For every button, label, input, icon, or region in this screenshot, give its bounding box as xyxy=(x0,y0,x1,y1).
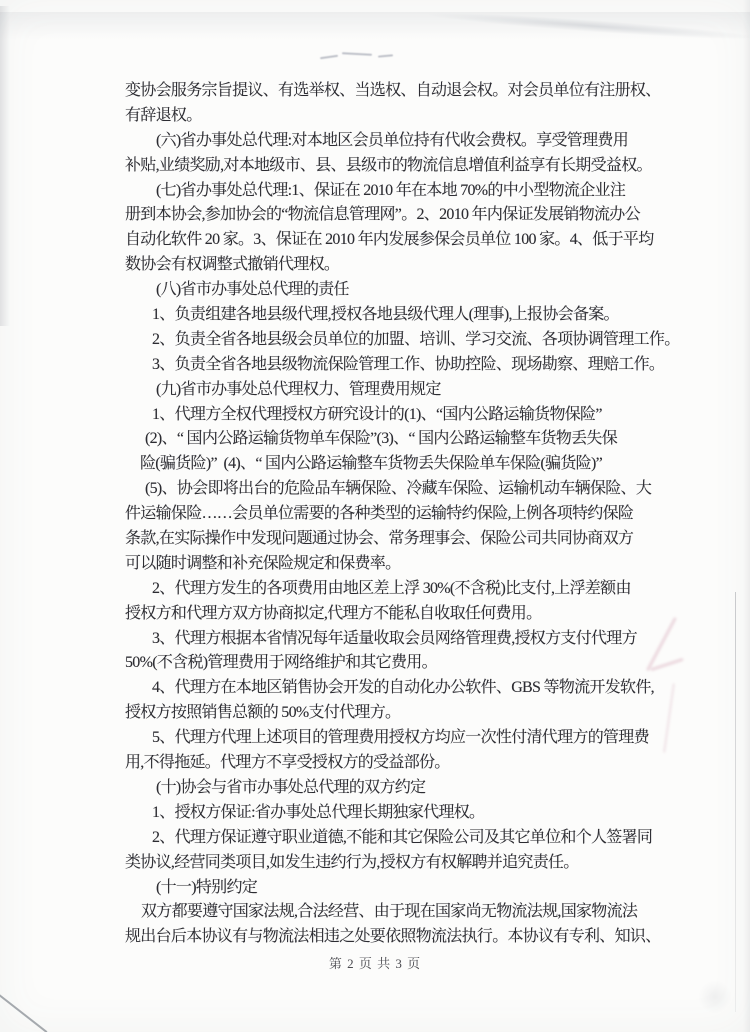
smudge-stroke xyxy=(320,55,338,59)
corner-smudge xyxy=(698,980,732,1014)
document-line: 授权方按照销售总额的 50%支付代理方。 xyxy=(125,704,401,722)
scan-streak-top-right xyxy=(425,8,750,43)
document-line: 3、代理方根据本省情况每年适量收取会员网络管理费,授权方支付代理方 xyxy=(152,629,637,647)
scan-shadow-top xyxy=(0,12,750,40)
document-line: 数协会有权调整式撤销代理权。 xyxy=(125,256,340,274)
document-line: 册到本协会,参加协会的“物流信息管理网”。2、2010 年内保证发展销物流办公 xyxy=(125,206,640,224)
document-line: 自动化软件 20 家。3、保证在 2010 年内发展参保会员单位 100 家。4、低于平均 xyxy=(125,231,654,249)
document-line: 变协会服务宗旨提议、有选举权、当选权、自动退会权。对会员单位有注册权、 xyxy=(125,82,661,99)
scan-line-artifact xyxy=(735,592,736,1012)
document-line: 规出台后本协议有与物流法相违之处要依照物流法执行。本协议有专利、知识、 xyxy=(125,928,661,946)
document-line: 1、负责组建各地县级代理,授权各地县级代理人(理事),上报协会备案。 xyxy=(152,306,619,324)
document-line: 有辞退权。 xyxy=(125,106,202,124)
scan-shadow-left xyxy=(0,6,10,326)
document-line: (七)省办事处总代理:1、保证在 2010 年在本地 70%的中小型物流企业注 xyxy=(156,181,626,199)
document-line: (2)、“ 国内公路运输货物单车保险”(3)、“ 国内公路运输整车货物丢失保 xyxy=(145,430,618,448)
document-line: (十)协会与省市办事处总代理的双方约定 xyxy=(156,778,426,796)
document-line: 50%(不含税)管理费用于网络维护和其它费用。 xyxy=(125,654,437,672)
document-line: 条款,在实际操作中发现问题通过协会、常务理事会、保险公司共同协商双方 xyxy=(125,530,634,548)
scan-shadow-right xyxy=(743,0,750,1032)
document-line: 2、负责全省各地县级会员单位的加盟、培训、学习交流、各项协调管理工作。 xyxy=(152,330,680,348)
document-line: (六)省办事处总代理:对本地区会员单位持有代收会费权。享受管理费用 xyxy=(156,131,629,149)
document-line: 授权方和代理方双方协商拟定,代理方不能私自收取任何费用。 xyxy=(125,604,542,622)
document-line: 险(骗货险)” (4)、“ 国内公路运输整车货物丢失保险单车保险(骗货险)” xyxy=(140,455,602,473)
document-text-block xyxy=(125,79,685,950)
document-line: (5)、协会即将出台的危险品车辆保险、冷藏车保险、运输机动车辆保险、大 xyxy=(145,480,652,498)
pencil-smudge-mark xyxy=(320,47,398,65)
document-line: 用,不得拖延。代理方不享受授权方的受益部份。 xyxy=(125,754,450,772)
document-line: 双方都要遵守国家法规,合法经营、由于现在国家尚无物流法规,国家物流法 xyxy=(141,903,638,921)
document-line: 2、代理方发生的各项费用由地区差上浮 30%(不含税)比支付,上浮差额由 xyxy=(152,579,631,597)
document-line: 4、代理方在本地区销售协会开发的自动化办公软件、GBS 等物流开发软件, xyxy=(152,679,654,697)
corner-fold-line xyxy=(0,992,47,1032)
document-line: 补贴,业绩奖励,对本地级市、县、县级市的物流信息增值利益享有长期受益权。 xyxy=(125,156,652,174)
document-line: 类协议,经营同类项目,如发生违约行为,授权方有权解聘并追究责任。 xyxy=(125,853,579,871)
document-line: 5、代理方代理上述项目的管理费用授权方均应一次性付清代理方的管理费 xyxy=(152,729,649,747)
smudge-stroke xyxy=(378,54,393,57)
document-line: 1、授权方保证:省办事处总代理长期独家代理权。 xyxy=(152,803,485,821)
page-number: 第 2 页 共 3 页 xyxy=(328,956,422,971)
smudge-stroke xyxy=(342,52,372,55)
document-line: (八)省市办事处总代理的责任 xyxy=(156,281,349,299)
document-line: 3、负责全省各地县级物流保险管理工作、协助控险、现场勘察、理赔工作。 xyxy=(152,355,665,373)
document-line: 可以随时调整和补充保险规定和保费率。 xyxy=(125,554,401,572)
document-line: (十一)特别约定 xyxy=(156,878,258,896)
document-line: (九)省市办事处总代理权力、管理费用规定 xyxy=(156,380,441,398)
document-line: 件运输保险……会员单位需要的各种类型的运输特约保险,上例各项特约保险 xyxy=(125,505,634,523)
document-line: 1、代理方全权代理授权方研究设计的(1)、“国内公路运输货物保险” xyxy=(152,405,602,423)
document-line: 2、代理方保证遵守职业道德,不能和其它保险公司及其它单位和个人签署同 xyxy=(152,828,653,846)
